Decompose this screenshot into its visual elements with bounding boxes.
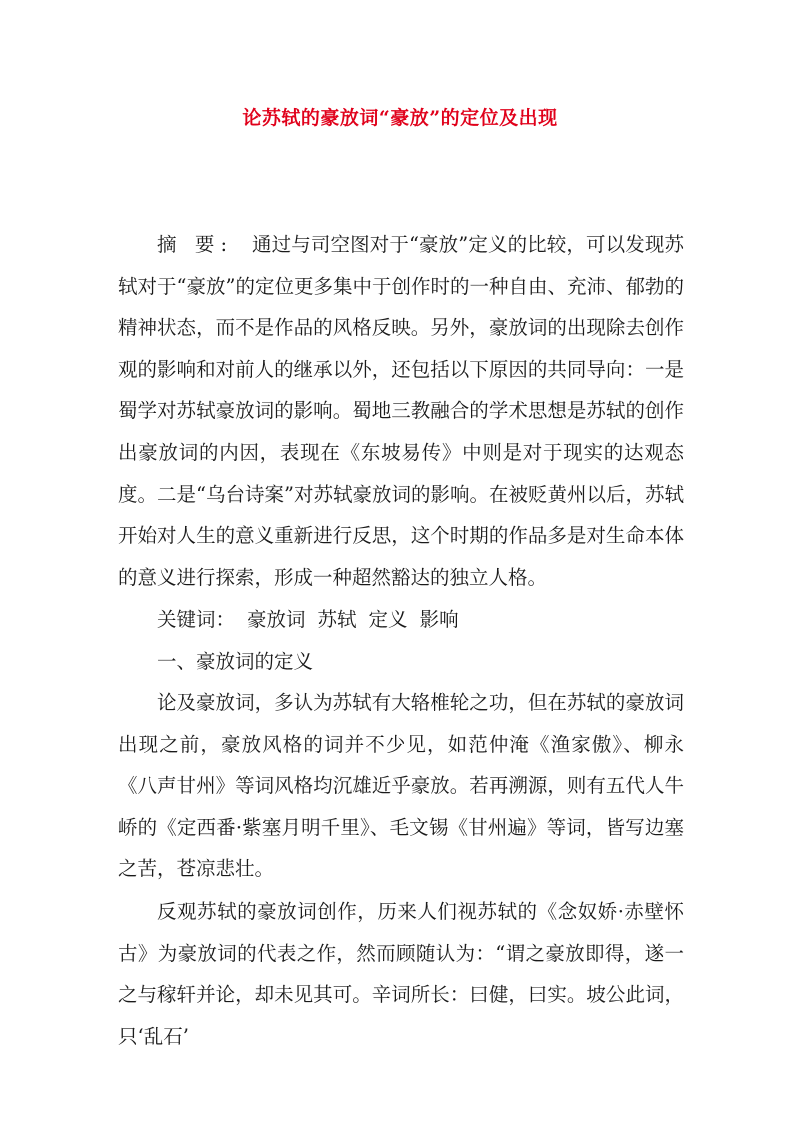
section-heading: 一、豪放词的定义 <box>157 650 314 673</box>
keyword-item: 影响 <box>419 608 459 631</box>
keyword-item: 豪放词 <box>247 608 306 631</box>
keywords-label: 关键词： <box>157 608 236 631</box>
abstract-paragraph <box>118 224 684 598</box>
abstract-label: 摘 要: <box>157 233 234 256</box>
abstract-text: 通过与司空图对于“豪放”定义的比较，可以发现苏轼对于“豪放”的定位更多集中于创作时的一种自由、充沛、郁勃的精神状态，而不是作品的风格反映。另外，豪放词的出现除去创作观的影响和对前人的继承以外，还包括以下原因的共同导向：一是蜀学对苏轼豪放词的影响。蜀地三教融合的学术思想是苏轼的创作出豪放词的内因，表现在《东坡易传》中则是对于现实的达观态度。二是“乌台诗案”对苏轼豪放词的影响。在被贬黄州以后，苏轼开始对人生的意义重新进行反思，这个时期的作品多是对生命本体的意义进行探索，形成一种超然豁达的独立人格。 <box>118 233 684 589</box>
document-title: 论苏轼的豪放词“豪放”的定位及出现 <box>242 107 558 129</box>
keywords-line <box>118 599 684 641</box>
body-paragraph: 论及豪放词，多认为苏轼有大辂椎轮之功，但在苏轼的豪放词出现之前，豪放风格的词并不少见，如范仲淹《渔家傲》、柳永《八声甘州》等词风格均沉雄近乎豪放。若再溯源，则有五代人牛峤的《定西番·紫塞月明千里》、毛文锡《甘州遍》等词，皆写边塞之苦，苍凉悲壮。 <box>118 691 684 881</box>
body-paragraph: 反观苏轼的豪放词创作，历来人们视苏轼的《念奴娇·赤壁怀古》为豪放词的代表之作，然而顾随认为：“谓之豪放即得，遂一之与稼轩并论，却未见其可。辛词所长：曰健，曰实。坡公此词，只‘乱石’ <box>118 900 684 1048</box>
keyword-item: 苏轼 <box>317 608 357 631</box>
keyword-item: 定义 <box>368 608 408 631</box>
